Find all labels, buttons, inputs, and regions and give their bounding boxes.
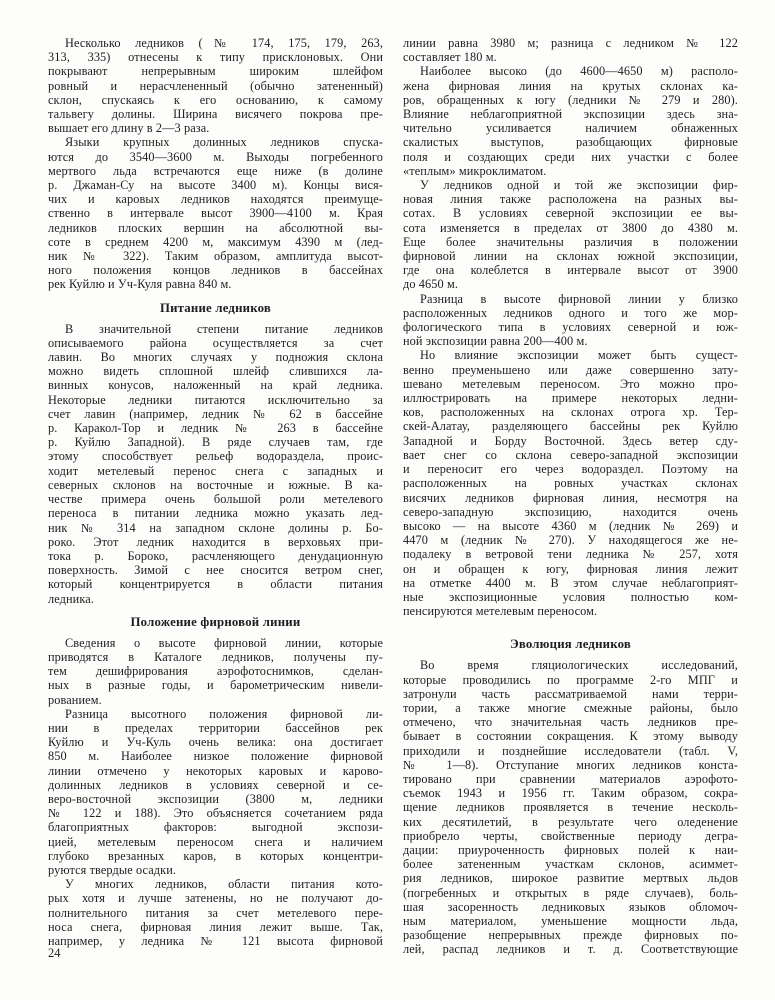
text-line: р. Джаман-Су на высоте 3400 м). Концы вися-: [48, 178, 383, 193]
text-line: ным материалом, уменьшение мощности льда,: [403, 913, 738, 928]
text-line: ных в разные годы, и барометрическим нивели-: [48, 678, 383, 693]
text-line: № 1—8). Отступание многих ледников конста-: [403, 757, 738, 772]
text-line: высоко — на высоте 4360 м (ледник № 269) и: [403, 518, 738, 533]
text-line: р. Куйлю Западной). В ряде случаев там, где: [48, 435, 383, 450]
text-line: и переносит его через водораздел. Поэтому на: [403, 462, 738, 477]
text-line: глубоко врезанных каров, в которых концентри-: [48, 848, 383, 863]
text-line: тировано при сравнении материалов аэрофото-: [403, 771, 738, 786]
text-line: отмечено, что значительная часть ледников пре-: [403, 715, 738, 730]
text-line: скей-Алатау, разделяющего бассейны рек Куйлю: [403, 419, 738, 434]
paragraph: [403, 658, 738, 956]
left-column: [48, 36, 383, 957]
text-line: ровный и нерасчлененный (обычно затененный): [48, 78, 383, 93]
text-line: (погребенных и открытых в ряде случаев), боль-: [403, 885, 738, 900]
text-line: составляет 180 м.: [403, 50, 497, 65]
text-line: приводятся в Каталоге ледников, получены пу-: [48, 649, 383, 664]
text-line: поверхность. Зимой с нее сносится ветром снег,: [48, 563, 383, 578]
text-line: ков, расположенных на склонах отрога хр. Тер-: [403, 405, 738, 420]
section-heading: Эволюция ледников: [509, 637, 632, 652]
text-line: ной экспозиции равна 200—400 м.: [403, 334, 588, 349]
text-line: он и обращен к югу, фирновая линия лежит: [403, 561, 738, 576]
paragraph: [403, 348, 738, 618]
text-line: руются твердые осадки.: [48, 862, 177, 877]
text-line: винных конусов, наложенный на край ледника.: [48, 378, 383, 393]
text-line: шая засоренность ледниковых языков обломоч-: [403, 899, 738, 914]
text-line: № 122 и 188). Это объясняется сочетанием ряда: [48, 806, 383, 821]
text-line: до 4650 м.: [403, 277, 459, 292]
text-line: приходили и позднейшие исследователи (табл. V,: [403, 743, 738, 758]
text-line: где она колеблется в интервале высот от 3900: [403, 263, 738, 278]
text-line: рек Куйлю и Уч-Куля равна 840 м.: [48, 277, 232, 292]
text-line: У ледников одной и той же экспозиции фир-: [420, 178, 738, 193]
text-line: ник № 314 на западном склоне долины р. Бо-: [48, 520, 383, 535]
text-line: роко. Этот ледник находится в верховьях при-: [48, 534, 383, 549]
text-line: Разница в высоте фирновой линии у близко: [420, 291, 738, 306]
text-line: поля и создающих среди них участки с более: [403, 149, 738, 164]
text-line: Влияние неблагоприятной экспозиции здесь зна-: [403, 107, 738, 122]
text-line: склон, спускаясь к его основанию, к самому: [48, 92, 383, 107]
text-line: скалистых выступов, разобщающих фирновые: [403, 135, 738, 150]
paragraph: [403, 292, 738, 349]
text-line: цией, метелевым переносом снега и наличием: [48, 834, 383, 849]
text-line: Наиболее высоко (до 4600—4650 м) располо-: [420, 64, 738, 79]
text-line: например, у ледника № 121 высота фирновой: [48, 933, 383, 948]
text-line: венно преуменьшено или даже совершенно зату-: [403, 362, 738, 377]
text-line: долинных ледников в условиях северной и се-: [48, 777, 383, 792]
paragraph: [403, 178, 738, 292]
text-line: ких десятилетий, в результате чего оледенение: [403, 814, 738, 829]
text-line: Куйлю и Уч-Куль очень велика: она достигает: [48, 735, 383, 750]
paragraph: [403, 64, 738, 178]
text-line: рия ледников, широкое развитие мертвых льдов: [403, 871, 738, 886]
paragraph: [48, 322, 383, 606]
text-line: съемок 1943 и 1956 гг. Таким образом, сокра-: [403, 786, 738, 801]
text-line: Сведения о высоте фирновой линии, которые: [65, 635, 383, 650]
text-line: Языки крупных долинных ледников спуска-: [65, 135, 383, 150]
text-line: 313, 335) отнесены к типу присклоновых. Они: [48, 50, 383, 65]
text-line: висячих ледников фирновая линия, несмотря на: [403, 490, 738, 505]
text-line: В значительной степени питание ледников: [65, 321, 383, 336]
text-line: полнительного питания за счет метелевого пере-: [48, 905, 383, 920]
text-line: сотах. В условиях северной экспозиции ее вы-: [403, 206, 738, 221]
text-line: щение ледников проявляется в течение несколь-: [403, 800, 738, 815]
text-line: ник № 322). Таким образом, амплитуда высот-: [48, 249, 383, 264]
text-columns: [48, 36, 738, 957]
text-line: вает снег со склона северо-западной экспозиции: [403, 447, 738, 462]
text-line: дации: приуроченность фирновых полей к наи-: [403, 842, 738, 857]
text-line: лей, распад ледников и т. д. Соответствующие: [403, 942, 738, 957]
text-line: Некоторые ледники питаются исключительно за: [48, 392, 383, 407]
text-line: вышает его длину в 2—3 раза.: [48, 121, 210, 136]
text-line: описываемого района осуществляется за счет: [48, 335, 383, 350]
text-line: ходит метелевый перенос снега с западных и: [48, 463, 383, 478]
text-line: северо-западную экспозицию, находится очень: [403, 504, 738, 519]
text-line: рых хотя и лучше затенены, но не получают до-: [48, 891, 383, 906]
text-line: этому способствует рельеф водораздела, проис-: [48, 449, 383, 464]
text-line: рованием.: [48, 692, 102, 707]
text-line: «теплым» микроклиматом.: [403, 163, 547, 178]
text-line: счет лавин (например, ледник № 62 в бассейне: [48, 406, 383, 421]
text-line: 4470 м (ледник № 270). У находящегося же не-: [403, 533, 738, 548]
text-line: новая линия также расположена на разных вы-: [403, 192, 738, 207]
text-line: Во время гляциологических исследований,: [420, 658, 738, 673]
text-line: более затененным участкам склонов, асиммет-: [403, 857, 738, 872]
section-heading: Питание ледников: [159, 300, 272, 315]
text-line: фологического типа в условиях северной и юж-: [403, 320, 738, 335]
text-line: носа снега, фирновая линия лежит выше. Так,: [48, 919, 383, 934]
text-line: сота изменяется в пределах от 3800 до 4380 м.: [403, 220, 738, 235]
text-line: затронули часть рассматриваемой нами терри-: [403, 686, 738, 701]
text-line: чительно усиливается наличием обнаженных: [403, 121, 738, 136]
paragraph: [48, 707, 383, 877]
text-line: ные экспозиционные условия полностью ком-: [403, 589, 738, 604]
text-line: тальвегу долины. Ширина висячего покрова пре-: [48, 107, 383, 122]
text-line: на отметке 4400 м. В этом случае неблагоприят-: [403, 575, 738, 590]
text-line: разобщение непрерывных прежде фирновых по-: [403, 928, 738, 943]
text-line: тока р. Бороко, расчленяющего денудационную: [48, 548, 383, 563]
text-line: шевано метелевым переносом. Это можно про-: [403, 376, 738, 391]
text-line: веро-восточной экспозиции (3800 м, ледники: [48, 791, 383, 806]
text-line: северных склонов на восточные и южные. В ка-: [48, 477, 383, 492]
text-line: подалеку в ветровой тени ледника № 257, хотя: [403, 547, 738, 562]
text-line: лавин. Во многих случаях у подножия склона: [48, 350, 383, 365]
text-line: благоприятных факторов: выгодной экспози-: [48, 820, 383, 835]
paragraph: [48, 877, 383, 948]
text-line: которые проводились по программе 2-го МПГ и: [403, 672, 738, 687]
paragraph: [48, 135, 383, 291]
page-number: 24: [48, 946, 61, 960]
text-line: 850 м. Наиболее низкое положение фирновой: [48, 749, 383, 764]
text-line: честве примера очень большой роли метелевого: [48, 492, 383, 507]
text-line: ледников плоских вершин на абсолютной вы-: [48, 220, 383, 235]
section-heading: Положение фирновой линии: [130, 614, 301, 629]
text-line: ров, обращенных к югу (ледники № 279 и 280).: [403, 92, 738, 107]
text-line: р. Каракол-Тор и ледник № 263 в бассейне: [48, 421, 383, 436]
text-line: нии в пределах территории бассейнов рек: [48, 720, 383, 735]
text-line: покрывают непрерывным широким шлейфом: [48, 64, 383, 79]
text-line: переноса в питании ледника можно указать лед-: [48, 506, 383, 521]
text-line: тории, а также многие смежные районы, было: [403, 700, 738, 715]
text-line: приобрело черты, свойственные периоду дегра-: [403, 828, 738, 843]
text-line: У многих ледников, области питания кото-: [65, 877, 383, 892]
text-line: можно видеть сплошной шлейф слившихся ла-: [48, 364, 383, 379]
text-line: ледника.: [48, 591, 94, 606]
text-line: расположенных ледников одного и того же мор-: [403, 305, 738, 320]
text-line: мертвого льда встречаются еще ниже (в долине: [48, 163, 383, 178]
text-line: Но влияние экспозиции может быть сущест-: [420, 348, 738, 363]
text-line: бывает в состоянии сокращения. К этому выводу: [403, 729, 738, 744]
text-line: Несколько ледников (№ 174, 175, 179, 263,: [65, 36, 383, 50]
text-line: линии отмечено у некоторых каровых и карово-: [48, 763, 383, 778]
text-line: жена фирновая линия на крутых склонах ка-: [403, 78, 738, 93]
text-line: пенсируются метелевым переносом.: [403, 604, 598, 619]
text-line: ного положения концов ледников в бассейнах: [48, 263, 383, 278]
text-line: линии равна 3980 м; разница с ледником № 122: [403, 36, 738, 50]
right-column: [403, 36, 738, 957]
text-line: иллюстрировать на примере некоторых ледни-: [403, 391, 738, 406]
text-line: Западной и Борду Восточной. Здесь ветер сду-: [403, 433, 738, 448]
paragraph: [48, 36, 383, 135]
text-line: расположенных на ровных участках склонах: [403, 476, 738, 491]
paragraph: [48, 636, 383, 707]
paragraph: [403, 36, 738, 64]
text-line: ственно в интервале высот 3900—4100 м. Края: [48, 206, 383, 221]
text-line: Разница высотного положения фирновой ли-: [65, 706, 383, 721]
text-line: соте в среднем 4200 м, максимум 4390 м (лед-: [48, 234, 383, 249]
text-line: фирновой линии на склонах южной экспозиции,: [403, 249, 738, 264]
text-line: ются до 3540—3600 м. Выходы погребенного: [48, 149, 383, 164]
text-line: который концентрируется в области питания: [48, 577, 383, 592]
text-line: чих и каровых ледников находятся преимуще-: [48, 192, 383, 207]
text-line: Еще более значительны различия в положении: [403, 234, 738, 249]
text-line: тем дешифрирования аэрофотоснимков, сделан-: [48, 664, 383, 679]
